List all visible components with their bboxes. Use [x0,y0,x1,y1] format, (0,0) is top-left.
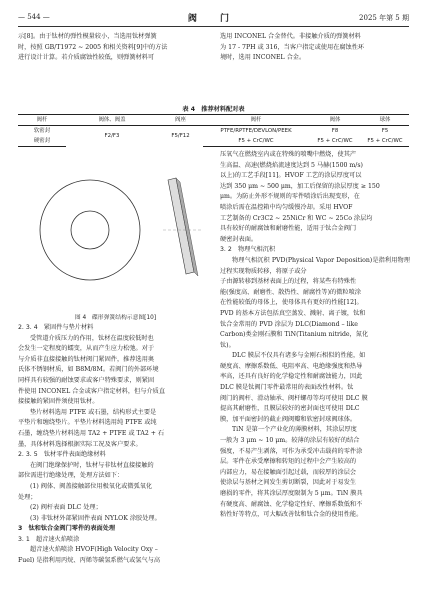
list-item: (3) 非钛材外部紧固件表面 NYLOK 涂胶处理。 [30,514,161,522]
table-cell: F5 + CrC/WC [361,136,409,147]
table-header-cell: 阀体 [309,115,361,126]
p-line: 强度，不易产生剥落，可作为承受冲击载荷的零件涂 [220,447,363,455]
table-cell: F5 [381,128,389,134]
p-line: 石墨，缠绕垫片材料选用 TA2 + PTFE 或 TA2 + 石 [18,429,165,437]
p-line: 氏体不锈钢材质，如 B8M/8M。若阀门的外部环境 [18,366,159,374]
p-line: 硬密封表面。 [220,235,258,243]
inner-ring [71,211,109,249]
p-line: Fuel) 是指利用丙烷、丙烯等碳氢系燃气或氢气与高 [18,557,161,565]
right-column [220,150,410,521]
p-line: 物理气相沉积 PVD(Physical Vapor Deposition)是指利用物理过程实现物质转移，将原子或分 [220,256,410,275]
table-caption: 表 4 推荐材料配对表 [182,106,245,113]
p-line: 粘性好等特点，可大幅改善钛和钛合金的使用性能。 [220,511,363,519]
disc-spring-figure [18,152,213,312]
intro-right [220,32,410,64]
p-line: PVD 的基本方法包括真空蒸发、溅射、离子镀，钛和 [220,309,366,317]
p-line: 在性能较低的母体上，使母体具有更好的性能[12]。 [220,299,363,307]
p-line: 受管道介质压力的作用，钛材在温度较低时也 [30,334,154,342]
p-line: 喷涂后需在温控箱中均匀缓慢冷却。采用 HVOF [220,203,353,211]
table-cell: F5 + CrC/WC [309,136,361,147]
p-line: μm。为防止外形不规则的零件喷涂后出现变形，在 [220,193,360,201]
p-line: 提高其耐磨性，且膜层较好的密封面也可使用 DLC [220,405,360,413]
p-line: 率高，还具有良好的化学稳定性和耐腐蚀能力，因此 [220,373,363,381]
section-2-3-5-title: 2. 3. 5 钛材零件表面绝缘材料 [18,451,106,459]
table-header-cell: 阀座 [158,115,203,126]
p-line: 超音速火焰喷涂 HVOF(High Velocity Oxy – [30,546,158,554]
p-line: DLC 膜是钛阀门零件最常用的表面改性材料。钛 [220,384,354,392]
table-row [18,126,409,137]
p-line: 接接触的紧固件须使用钛材。 [18,398,99,406]
section-3-1-title: 3. 1 超音速火焰喷涂 [18,535,80,543]
p-line: 平垫片和缠绕垫片。平垫片材料选用纯 PTFE 或纯 [18,419,157,427]
intro-right-line-2: 为 17 - 7PH 或 316，当客户指定或使用在腐蚀性环 [220,43,365,51]
p-line: 与介质非直接接触的钛材阀门紧固件，推荐选用奥 [18,355,155,363]
p-line: DLC 膜层不仅具有诸多与金刚石相似的性能，如 [232,352,366,360]
p-line: 墨，具体材料选择根据实际工况及客户要求。 [18,440,142,448]
p-line: 钛合金常用的 PVD 涂层为 DLC(Diamond – like [220,320,358,328]
p-line: TiN 是第一个产业化的薄膜材料，其涂层厚度 [232,426,357,434]
p-line: 在阀门绝缘保护时，钛材与非钛材直接接触的 [30,461,154,469]
p-line: 会发生一定程度的蠕变，从而产生应力松弛。对于 [18,345,155,353]
table-cell: F5 + CrC/WC [203,136,309,147]
p-line: 工艺制备的 Cr3C2 ~ 25NiCr 和 WC ~ 25Co 涂层均 [220,214,373,222]
table-cell: F2/F3 [104,133,120,140]
p-line: 有硬度高、耐腐蚀、化学稳定性好、摩擦系数低和不 [220,500,363,508]
p-line: 膜，加平面密封的截止阀阀瓣和软密封球阀球体。 [220,415,357,423]
p-line: 阀门的阀杆、滑动轴承、阀杆螺母等均可使用 DLC 膜 [220,394,368,402]
p-line: 内部应力，易在接触面引起过载，而较厚的涂层会 [220,468,357,476]
intro-right-line-1: 选用 INCONEL 合金替代。非接触介质的弹簧材料 [220,33,361,40]
p-line: 部位需进行绝缘处理，处理方法如下： [18,472,124,480]
p-line: 钛)。 [220,341,235,349]
p-line: 垫片材料选用 PTFE 或石墨，结构形式主要是 [30,408,157,416]
p-line: 压氧气在燃烧室内或在特殊的喷嘴中燃烧，使其产 [220,151,357,158]
p-line: 达到 350 μm ~ 500 μm，加工后保留的涂层厚度 ≥ 150 [220,182,380,190]
p-line: 同样具有较强的耐蚀要求或客户特殊要求，则紧固 [18,376,155,384]
table-cell: PTFE/RPTFE/DEVLON/PEEK [220,128,292,134]
table-cell: 硬密封 [18,136,66,147]
list-item: 处理； [18,493,37,501]
table-header-cell: 球体 [361,115,409,126]
table-cell: F5/F12 [171,133,190,140]
outer-ring [40,180,140,280]
table-header-cell: 阀体、阀盖 [66,115,158,126]
list-item: (1) 阀体、阀盖接触部位用极氧化或微弧氧化 [30,482,153,490]
figure-caption: 图 4 碟形弹簧结构示意图[10] [74,315,157,321]
intro-right-line-3: 境时，选用 INCONEL 合金。 [220,54,306,62]
table-header-cell: 阀杆 [18,115,66,126]
p-line: 一般为 3 μm ~ 10 μm。较薄的涂层有较好的结合 [220,437,360,445]
list-item: (2) 阀杆表面 DLC 处理； [30,504,102,512]
section-2-3-4-title: 2. 3. 4 紧固件与垫片材料 [18,324,94,331]
journal-title: 阀 门 [187,14,240,24]
table-cell: 软密封 [33,128,51,134]
p-line: 能(强度高、耐磨性、散热性、耐腐性等)的微粒喷涂 [220,288,361,296]
side-section [163,178,203,276]
p-line: 层。零件在承受摩擦和转矩的过程中会产生较高的 [220,458,357,466]
p-line: Carbon)类金刚石膜和 TiN(Titanium nitride，氮化 [220,331,369,339]
material-table [18,114,409,147]
p-line: 具有较好的耐腐蚀和耐磨性能，适用于钛合金阀门 [220,225,357,233]
p-line: 生高温、高速(燃烧焰流速度达到 5 马赫(1500 m/s) [220,161,363,169]
p-line: 以上)的工艺手段[11]。HVOF 工艺的涂层厚度可以 [220,172,362,180]
table-header-cell: 阀杆 [203,115,309,126]
running-header [18,10,409,27]
page-number: — 544 — [18,13,50,21]
left-column [18,323,213,567]
intro-line-2: 时，按照 GB/T1972 ~ 2005 和相关资料[9]中的方法 [18,43,168,51]
section-3-title: 3 钛和钛合金阀门零件的表面处理 [18,525,116,533]
table-cell: F8 [331,128,339,134]
issue-label: 2025 年第 5 期 [359,14,409,22]
intro-line-3: 进行设计计算。若介质腐蚀性较低，则弹簧材料可 [18,54,155,62]
p-line: 件使用 INCONEL 合金或客户指定材料，但与介质直 [18,387,166,395]
section-3-2-title: 3. 2 物理气相沉积 [220,246,276,254]
p-line: 硬度高、摩擦系数低、电阻率高、电绝缘强度和热导 [220,362,363,370]
disc-spring-drawing [18,152,213,312]
table-header-row [18,115,409,126]
p-line: 使涂层与基材之间发生剪切断裂，因此对于易发生 [220,479,357,487]
intro-left [18,32,213,64]
p-line: 子由源转移到基材表面上的过程，将某些有特殊性 [220,278,357,286]
p-line: 磨损的零件，将其涂层厚度限制为 5 μm。TiN 膜具 [220,490,363,497]
intro-line-1: 示[8]。由于钛材的弹性模量较小，当选用钛材弹簧 [18,33,157,40]
